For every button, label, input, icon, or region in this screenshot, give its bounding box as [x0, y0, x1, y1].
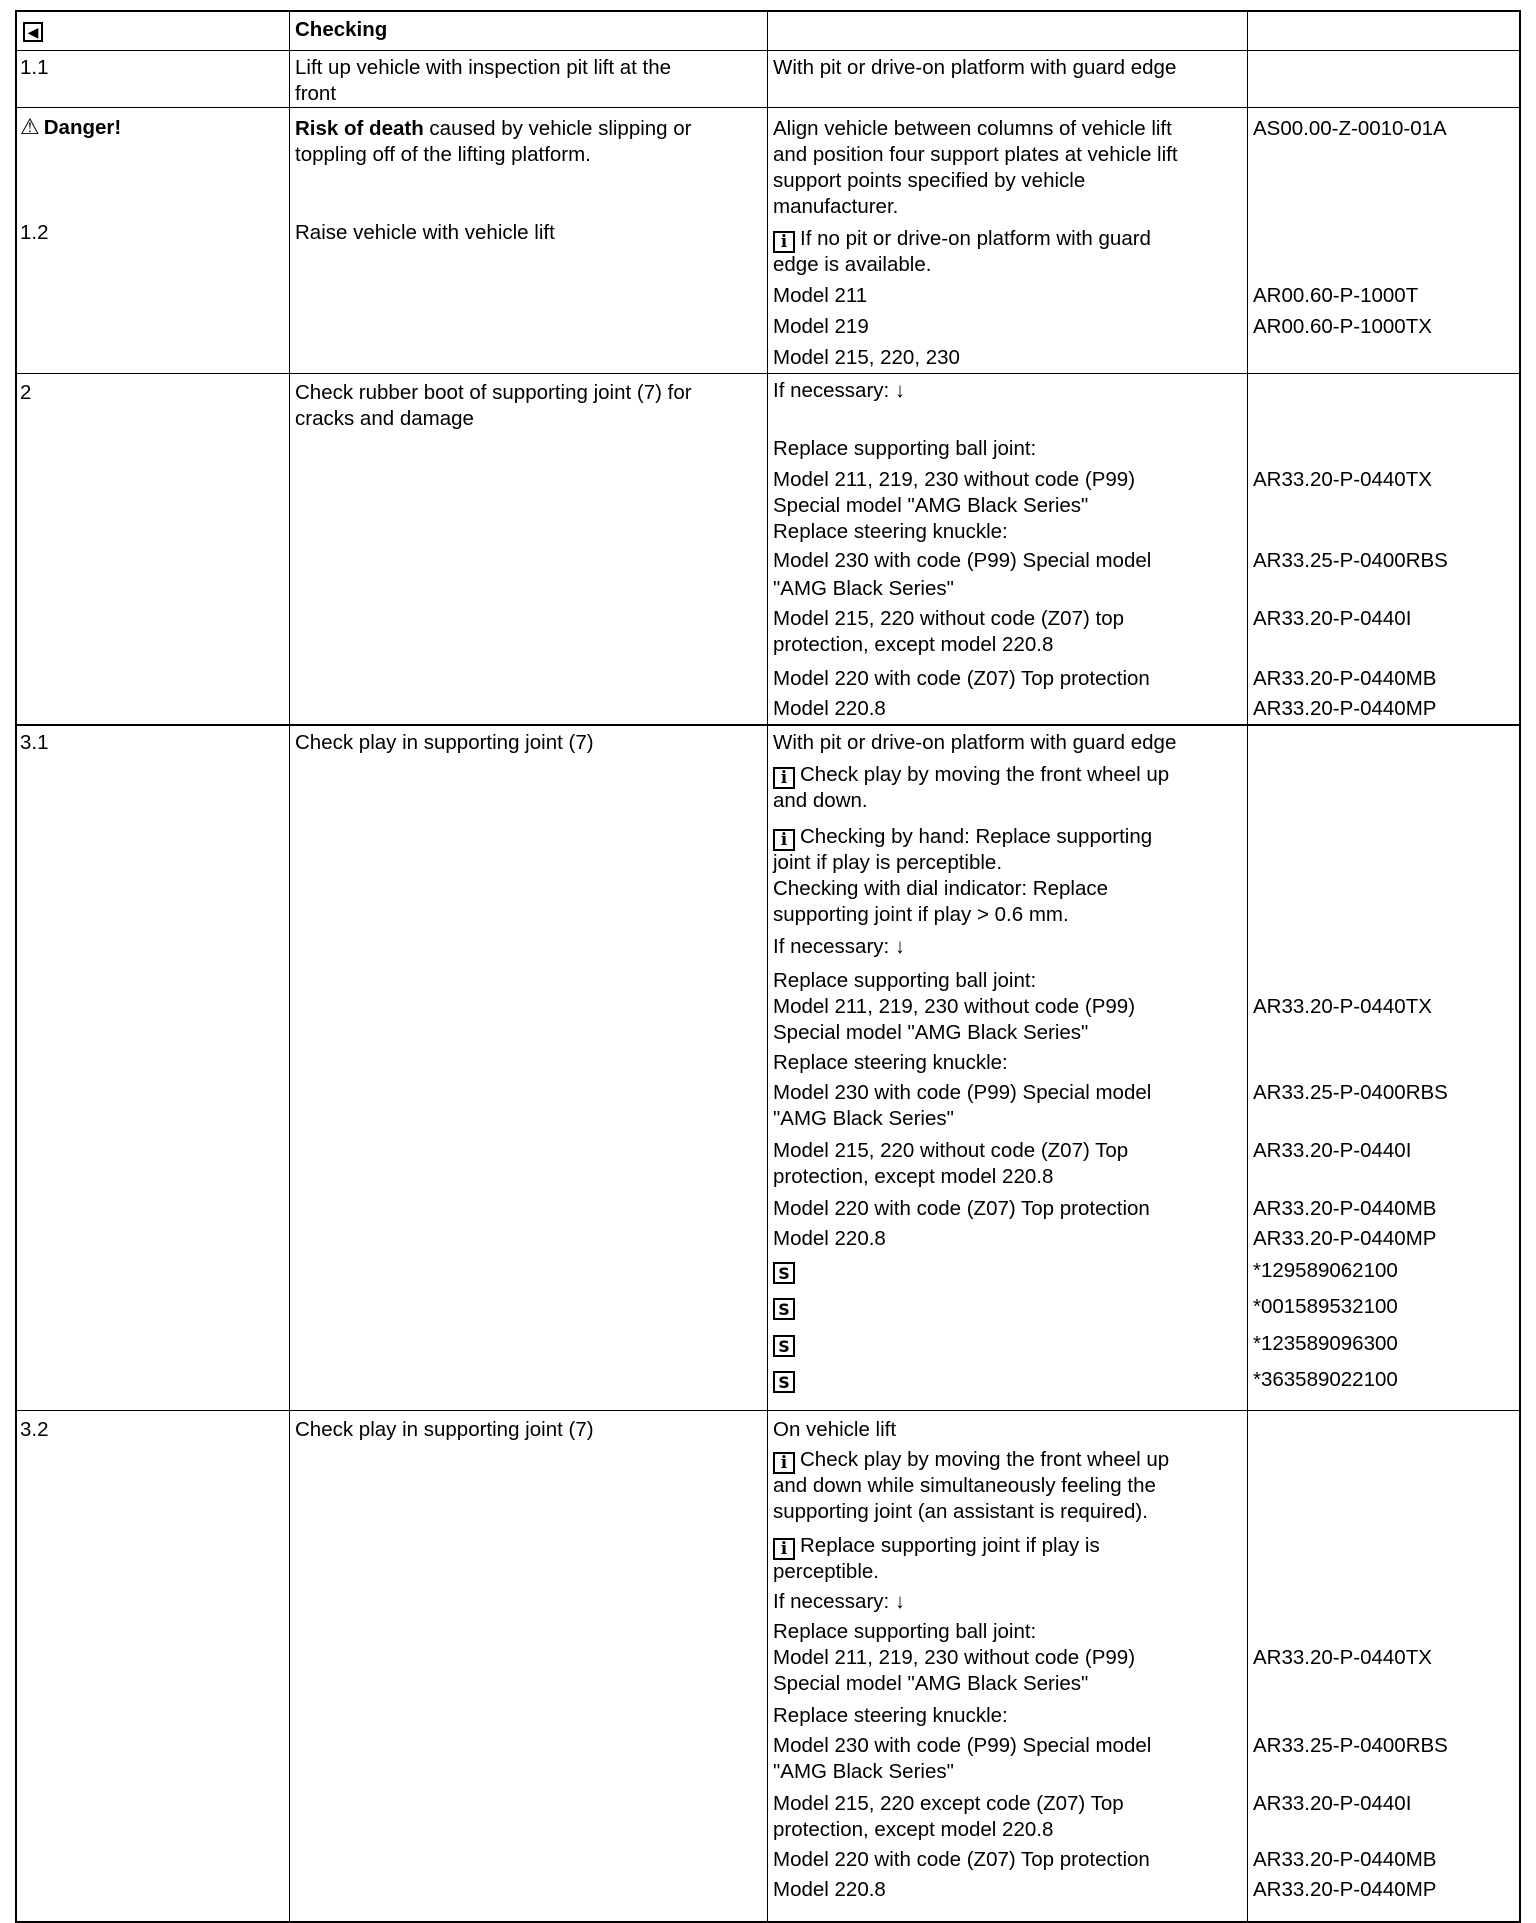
reference-link[interactable]: AR33.20-P-0440MP	[1253, 1227, 1437, 1250]
step-number: 1.1	[20, 56, 49, 79]
special-tool-icon[interactable]: S	[773, 1335, 795, 1357]
info-text: Check play by moving the front wheel up	[800, 1448, 1170, 1471]
info-text: Replace supporting joint if play is	[800, 1534, 1100, 1557]
model-text: Model 230 with code (P99) Special model	[773, 549, 1152, 572]
action-text: Check play in supporting joint (7)	[295, 1418, 594, 1441]
reference-link[interactable]: AR33.20-P-0440MP	[1253, 697, 1437, 720]
back-arrow-icon[interactable]: ◀	[23, 22, 43, 42]
step-row	[17, 724, 1519, 1410]
model-text: "AMG Black Series"	[773, 1107, 954, 1130]
info-icon: i	[773, 1452, 795, 1474]
danger-text: toppling off of the lifting platform.	[295, 143, 591, 166]
reference-link[interactable]: AR33.20-P-0440I	[1253, 1139, 1412, 1162]
info-text: and down.	[773, 789, 868, 812]
model-text: Special model "AMG Black Series"	[773, 1021, 1089, 1044]
info-text: edge is available.	[773, 253, 932, 276]
reference-link[interactable]: AR33.20-P-0440MP	[1253, 1878, 1437, 1901]
reference-link[interactable]: AR00.60-P-1000TX	[1253, 315, 1432, 338]
align-text: and position four support plates at vehicle lift	[773, 143, 1178, 166]
reference-link[interactable]: AR33.25-P-0400RBS	[1253, 1734, 1448, 1757]
model-text: Model 220.8	[773, 1227, 886, 1250]
warning-triangle-icon: ⚠	[20, 114, 40, 139]
step-row	[17, 373, 1519, 724]
danger-label: Danger!	[43, 116, 122, 139]
reference-link[interactable]: AR33.25-P-0400RBS	[1253, 549, 1448, 572]
if-necessary-text: If necessary: ↓	[773, 379, 906, 402]
info-text: joint if play is perceptible.	[773, 851, 1003, 874]
replace-text: Replace supporting ball joint:	[773, 1620, 1037, 1643]
action-text: cracks and damage	[295, 407, 474, 430]
info-text: Checking by hand: Replace supporting	[800, 825, 1153, 848]
tool-number-link[interactable]: *363589022100	[1253, 1368, 1398, 1391]
step-row	[17, 50, 1519, 107]
info-icon: i	[773, 231, 795, 253]
model-text: Model 215, 220, 230	[773, 346, 960, 369]
special-tool-icon[interactable]: S	[773, 1371, 795, 1393]
model-text: Special model "AMG Black Series"	[773, 1672, 1089, 1695]
model-text: Model 230 with code (P99) Special model	[773, 1081, 1152, 1104]
model-text: Model 211, 219, 230 without code (P99)	[773, 1646, 1136, 1669]
action-text: Check rubber boot of supporting joint (7) for	[295, 381, 692, 404]
info-text: Check play by moving the front wheel up	[800, 763, 1170, 786]
model-text: protection, except model 220.8	[773, 1818, 1054, 1841]
reference-link[interactable]: AR00.60-P-1000T	[1253, 284, 1419, 307]
reference-link[interactable]: AR33.20-P-0440I	[1253, 607, 1412, 630]
model-text: Model 230 with code (P99) Special model	[773, 1734, 1152, 1757]
step-number: 1.2	[20, 221, 49, 244]
replace-text: Replace steering knuckle:	[773, 520, 1008, 543]
danger-text: caused by vehicle slipping or	[423, 117, 692, 140]
action-text: Raise vehicle with vehicle lift	[295, 221, 555, 244]
special-tool-icon[interactable]: S	[773, 1262, 795, 1284]
model-text: Model 220 with code (Z07) Top protection	[773, 667, 1150, 690]
section-title: Checking	[295, 18, 388, 41]
step-number: 3.1	[20, 731, 49, 754]
model-text: Model 220 with code (Z07) Top protection	[773, 1848, 1150, 1871]
model-text: Model 220.8	[773, 697, 886, 720]
condition-text: On vehicle lift	[773, 1418, 897, 1441]
align-text: Align vehicle between columns of vehicle lift	[773, 117, 1172, 140]
tool-number-link[interactable]: *001589532100	[1253, 1295, 1398, 1318]
reference-link[interactable]: AS00.00-Z-0010-01A	[1253, 117, 1447, 140]
reference-link[interactable]: AR33.20-P-0440MB	[1253, 1197, 1437, 1220]
tool-number-link[interactable]: *123589096300	[1253, 1332, 1398, 1355]
reference-link[interactable]: AR33.20-P-0440TX	[1253, 1646, 1432, 1669]
condition-text: With pit or drive-on platform with guard edge	[773, 56, 1177, 79]
action-text: Check play in supporting joint (7)	[295, 731, 594, 754]
info-text: perceptible.	[773, 1560, 879, 1583]
align-text: manufacturer.	[773, 195, 899, 218]
info-text: and down while simultaneously feeling the	[773, 1474, 1156, 1497]
model-text: Special model "AMG Black Series"	[773, 494, 1089, 517]
model-text: Model 211, 219, 230 without code (P99)	[773, 995, 1136, 1018]
model-text: Model 211, 219, 230 without code (P99)	[773, 468, 1136, 491]
reference-link[interactable]: AR33.20-P-0440TX	[1253, 468, 1432, 491]
info-icon: i	[773, 1538, 795, 1560]
special-tool-icon[interactable]: S	[773, 1298, 795, 1320]
model-text: Model 215, 220 without code (Z07) top	[773, 607, 1124, 630]
tool-number-link[interactable]: *129589062100	[1253, 1259, 1398, 1282]
danger-title: Risk of death	[295, 117, 424, 140]
model-text: Model 219	[773, 315, 869, 338]
header-row	[17, 12, 1519, 50]
reference-link[interactable]: AR33.20-P-0440I	[1253, 1792, 1412, 1815]
model-text: Model 215, 220 except code (Z07) Top	[773, 1792, 1124, 1815]
replace-text: Replace steering knuckle:	[773, 1704, 1008, 1727]
step-number: 2	[20, 381, 32, 404]
reference-link[interactable]: AR33.20-P-0440TX	[1253, 995, 1432, 1018]
replace-text: Replace supporting ball joint:	[773, 437, 1037, 460]
info-text: supporting joint if play > 0.6 mm.	[773, 903, 1069, 926]
action-text: Lift up vehicle with inspection pit lift at the	[295, 56, 672, 79]
model-text: Model 215, 220 without code (Z07) Top	[773, 1139, 1129, 1162]
info-text: Checking with dial indicator: Replace	[773, 877, 1109, 900]
model-text: Model 220.8	[773, 1878, 886, 1901]
step-row	[17, 1410, 1519, 1921]
step-number: 3.2	[20, 1418, 49, 1441]
replace-text: Replace supporting ball joint:	[773, 969, 1037, 992]
reference-link[interactable]: AR33.25-P-0400RBS	[1253, 1081, 1448, 1104]
if-necessary-text: If necessary: ↓	[773, 935, 906, 958]
info-icon: i	[773, 767, 795, 789]
condition-text: With pit or drive-on platform with guard edge	[773, 731, 1177, 754]
model-text: Model 211	[773, 284, 868, 307]
if-necessary-text: If necessary: ↓	[773, 1590, 906, 1613]
model-text: Model 220 with code (Z07) Top protection	[773, 1197, 1150, 1220]
model-text: protection, except model 220.8	[773, 633, 1054, 656]
info-icon: i	[773, 829, 795, 851]
action-text: front	[295, 82, 337, 105]
model-text: protection, except model 220.8	[773, 1165, 1054, 1188]
align-text: support points specified by vehicle	[773, 169, 1086, 192]
model-text: "AMG Black Series"	[773, 1760, 954, 1783]
model-text: "AMG Black Series"	[773, 577, 954, 600]
reference-link[interactable]: AR33.20-P-0440MB	[1253, 1848, 1437, 1871]
procedure-table	[15, 10, 1521, 1923]
replace-text: Replace steering knuckle:	[773, 1051, 1008, 1074]
info-text: If no pit or drive-on platform with guard	[800, 227, 1151, 250]
info-text: supporting joint (an assistant is required).	[773, 1500, 1148, 1523]
reference-link[interactable]: AR33.20-P-0440MB	[1253, 667, 1437, 690]
step-row	[17, 107, 1519, 373]
